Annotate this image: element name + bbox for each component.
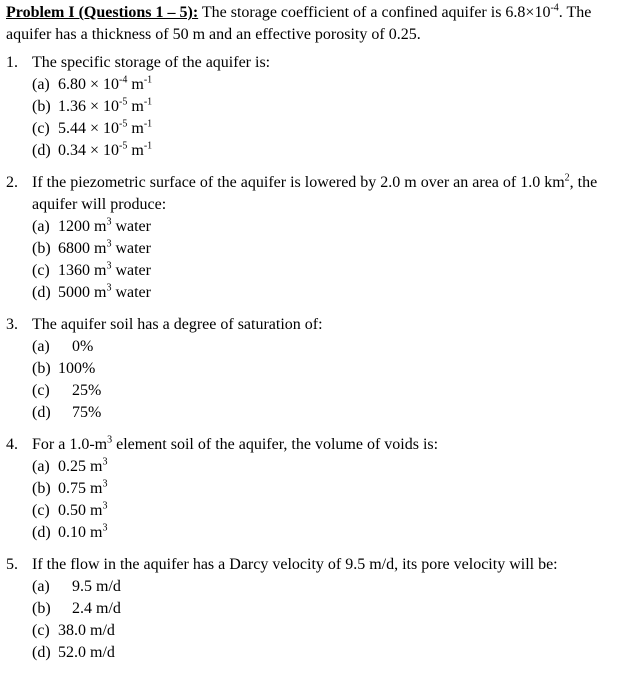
option-value xyxy=(58,282,151,304)
option-letter: (d) xyxy=(32,524,51,541)
option-d xyxy=(32,282,636,304)
option-value xyxy=(58,216,151,238)
option-d xyxy=(32,522,636,544)
option-a xyxy=(32,336,636,358)
option-value xyxy=(58,118,152,140)
option-d xyxy=(32,140,636,162)
option-b xyxy=(32,598,636,620)
option-a xyxy=(32,576,636,598)
question-text: The specific storage of the aquifer is: xyxy=(32,54,271,71)
option-letter: (a) xyxy=(32,218,50,235)
option-exponent: 3 xyxy=(106,260,112,272)
option-d xyxy=(32,402,636,424)
option-exponent: -5 xyxy=(119,140,128,152)
option-letter: (d) xyxy=(32,404,51,421)
option-c xyxy=(32,620,636,642)
option-letter: (b) xyxy=(32,240,51,257)
option-a xyxy=(32,74,636,96)
option-letter: (a) xyxy=(32,458,50,475)
option-value-base: 0.34 × 10 xyxy=(58,142,120,159)
option-value xyxy=(58,238,151,260)
option-suffix: water xyxy=(111,262,151,279)
problem-heading: Problem I (Questions 1 – 5): xyxy=(6,4,199,21)
option-letter: (d) xyxy=(32,142,51,159)
option-value xyxy=(58,96,152,118)
option-letter: (b) xyxy=(32,480,51,497)
option-exponent: -5 xyxy=(119,118,128,130)
option-value-base: 6800 m xyxy=(58,240,107,257)
option-letter: (a) xyxy=(32,338,50,355)
question-text-a: If the piezometric surface of the aquifer is lowered by 2.0 m over an area of 1.0 km xyxy=(32,174,565,191)
option-exponent: -5 xyxy=(119,96,128,108)
option-value xyxy=(58,140,152,162)
option-unit: m xyxy=(127,120,144,137)
option-letter: (c) xyxy=(32,262,50,279)
problem-statement-exponent: -4 xyxy=(550,2,559,14)
option-value-base: 5000 m xyxy=(58,284,107,301)
option-suffix: water xyxy=(111,240,151,257)
option-letter: (c) xyxy=(32,502,50,519)
option-suffix: water xyxy=(111,218,151,235)
option-d xyxy=(32,642,636,664)
option-unit-exponent: -1 xyxy=(143,140,153,152)
option-letter: (b) xyxy=(32,360,51,377)
question-text-b: , the aquifer will produce: xyxy=(32,174,598,213)
option-b xyxy=(32,478,636,500)
option-letter: (c) xyxy=(32,382,50,399)
option-value: 0% xyxy=(72,338,94,355)
question-2 xyxy=(6,172,636,304)
option-letter: (b) xyxy=(32,600,51,617)
option-value xyxy=(58,500,107,522)
option-list xyxy=(32,74,636,162)
option-suffix: water xyxy=(111,284,151,301)
option-value-base: 0.50 m xyxy=(58,502,103,519)
option-list xyxy=(32,216,636,304)
option-value-base: 0.10 m xyxy=(58,524,103,541)
option-value: 52.0 m/d xyxy=(58,644,115,661)
option-value: 75% xyxy=(72,404,102,421)
option-exponent: 3 xyxy=(106,282,112,294)
option-a xyxy=(32,456,636,478)
question-number: 4. xyxy=(6,436,18,453)
option-b xyxy=(32,238,636,260)
question-5 xyxy=(6,554,636,664)
option-b xyxy=(32,358,636,380)
option-value-base: 6.80 × 10 xyxy=(58,76,120,93)
option-list xyxy=(32,576,636,664)
option-unit-exponent: -1 xyxy=(143,96,153,108)
option-exponent: 3 xyxy=(106,238,112,250)
option-exponent: 3 xyxy=(102,500,108,512)
option-letter: (a) xyxy=(32,578,50,595)
option-b xyxy=(32,96,636,118)
question-number: 3. xyxy=(6,316,18,333)
option-value-base: 0.25 m xyxy=(58,458,103,475)
option-letter: (d) xyxy=(32,284,51,301)
option-unit: m xyxy=(127,98,144,115)
option-exponent: 3 xyxy=(102,522,108,534)
option-unit: m xyxy=(127,142,144,159)
question-text-a: For a 1.0-m xyxy=(32,436,108,453)
question-text-exponent: 3 xyxy=(107,434,113,446)
option-letter: (a) xyxy=(32,76,50,93)
problem-statement-text-b: . The aquifer has a thickness of 50 m and an effective porosity of 0.25. xyxy=(6,4,592,43)
option-value xyxy=(58,260,151,282)
question-number: 2. xyxy=(6,174,18,191)
question-text-exponent: 2 xyxy=(564,172,570,184)
question-text xyxy=(32,172,636,216)
option-unit-exponent: -1 xyxy=(143,118,153,130)
question-text: The aquifer soil has a degree of saturation of: xyxy=(32,316,323,333)
question-1 xyxy=(6,52,636,162)
option-c xyxy=(32,500,636,522)
option-exponent: 3 xyxy=(106,216,112,228)
question-text: If the flow in the aquifer has a Darcy velocity of 9.5 m/d, its pore velocity will be: xyxy=(32,556,558,573)
option-letter: (b) xyxy=(32,98,51,115)
option-c xyxy=(32,118,636,140)
option-value-base: 5.44 × 10 xyxy=(58,120,120,137)
option-value-base: 1200 m xyxy=(58,218,107,235)
option-value xyxy=(58,74,152,96)
problem-statement-text-a: The storage coefficient of a confined aquifer is 6.8×10 xyxy=(198,4,551,21)
option-letter: (c) xyxy=(32,120,50,137)
question-4 xyxy=(6,434,636,544)
option-unit: m xyxy=(127,76,144,93)
question-text xyxy=(32,434,636,456)
question-3 xyxy=(6,314,636,424)
question-number: 1. xyxy=(6,54,18,71)
option-exponent: 3 xyxy=(102,478,108,490)
option-exponent: 3 xyxy=(102,456,108,468)
option-unit-exponent: -1 xyxy=(143,74,153,86)
option-letter: (d) xyxy=(32,644,51,661)
question-text-b: element soil of the aquifer, the volume of voids is: xyxy=(112,436,439,453)
option-value-base: 0.75 m xyxy=(58,480,103,497)
option-a xyxy=(32,216,636,238)
option-list xyxy=(32,456,636,544)
option-letter: (c) xyxy=(32,622,50,639)
option-value: 25% xyxy=(72,382,102,399)
option-value: 100% xyxy=(58,360,96,377)
problem-statement xyxy=(6,2,636,46)
option-value-base: 1360 m xyxy=(58,262,107,279)
option-value xyxy=(58,522,107,544)
option-value: 2.4 m/d xyxy=(72,600,121,617)
option-c xyxy=(32,380,636,402)
option-c xyxy=(32,260,636,282)
option-exponent: -4 xyxy=(119,74,128,86)
option-value xyxy=(58,456,107,478)
option-value: 9.5 m/d xyxy=(72,578,121,595)
option-value: 38.0 m/d xyxy=(58,622,115,639)
option-value xyxy=(58,478,107,500)
question-number: 5. xyxy=(6,556,18,573)
option-list xyxy=(32,336,636,424)
option-value-base: 1.36 × 10 xyxy=(58,98,120,115)
